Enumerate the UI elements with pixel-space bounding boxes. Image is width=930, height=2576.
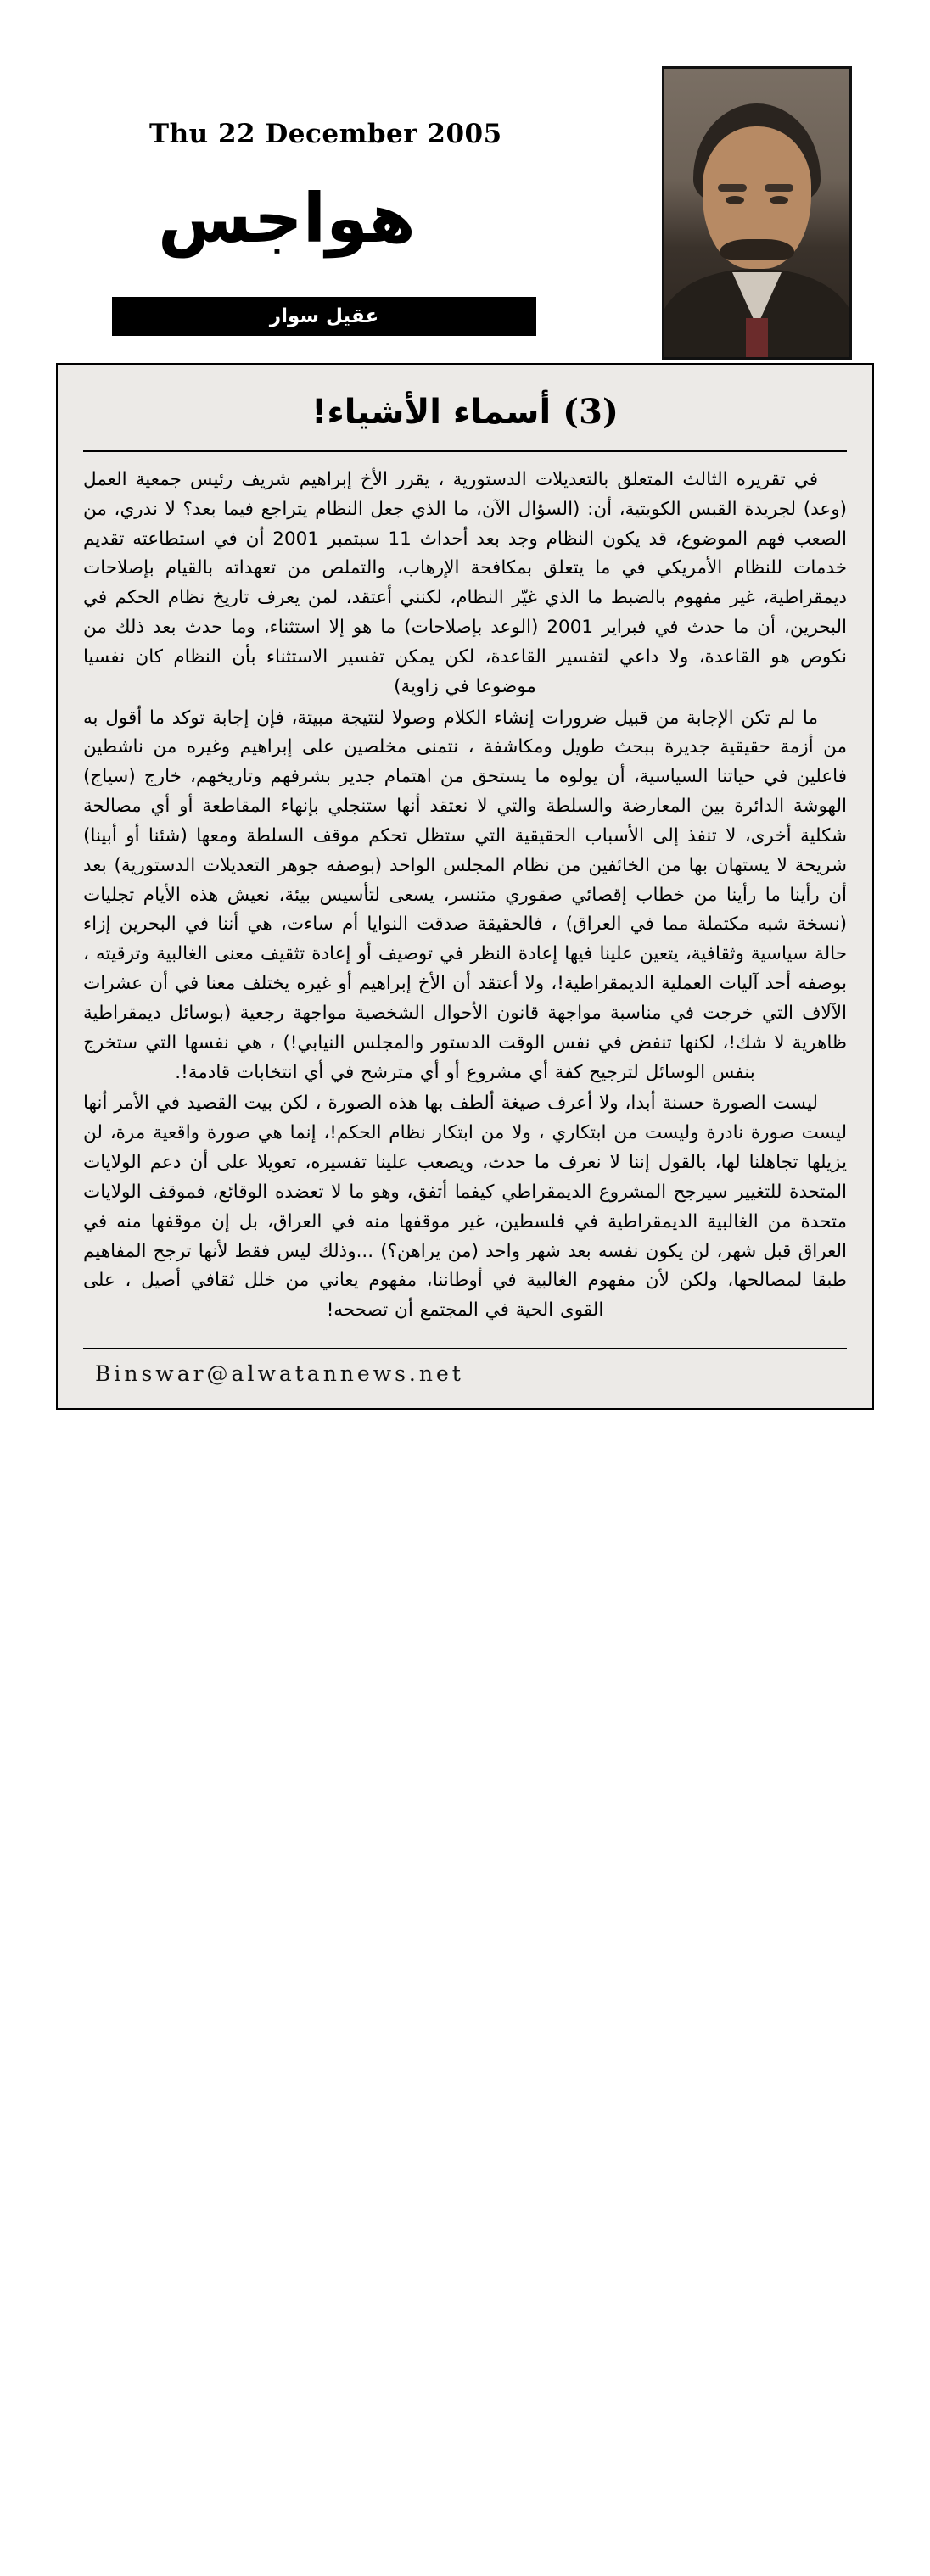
portrait-moustache — [720, 239, 794, 260]
article-title-number: (3) — [563, 392, 619, 432]
portrait-brow-right — [765, 184, 793, 192]
author-email[interactable]: Binswar@alwatannews.net — [83, 1348, 847, 1391]
portrait-tie — [746, 318, 768, 357]
portrait-eye-left — [726, 196, 744, 204]
masthead — [56, 51, 874, 356]
article-paragraph: في تقريره الثالث المتعلق بالتعديلات الدستورية ، يقرر الأخ إبراهيم شريف رئيس جمعية العمل (وعد) لجريدة القبس الكويتية، أن: (السؤال الآن، ما الذي جعل النظام يتراجع فيما بعد؟ لا ندري، من الصعب فهم الموضوع، قد يكون النظام وجد بعد أحداث 11 سبتمبر 2001 أن في استطاعته تقديم خدمات للنظام الأمريكي في ما يتعلق بمكافحة الإرهاب، والتملص من تعهداته بالقيام بإصلاحات ديمقراطية، غير مفهوم بالضبط ما الذي غيّر النظام، لكنني أعتقد، لمن يعرف تاريخ نظام الحكم في البحرين، أن ما حدث في فبراير 2001 (الوعد بإصلاحات) ما هو إلا استثناء، وما حدث بعد ذلك من نكوص هو القاعدة، ولا داعي لتفسير القاعدة، لكن يمكن تفسير الاستثناء بأن النظام كان نفسيا موضوعا في زاوية) — [83, 469, 848, 697]
article-title-text: أسماء الأشياء! — [311, 393, 552, 432]
article-paragraph: ليست الصورة حسنة أبدا، ولا أعرف صيغة ألطف بها هذه الصورة ، لكن بيت القصيد في الأمر أنها ليست صورة نادرة وليست من ابتكاري ، ولا من ابتكار نظام الحكم!، إنما هي صورة واقعية مرة، لن يزيلها تجاهلنا لها، بالقول إننا لا نعرف ما حدث، ويصعب علينا تفسيره، تعويلا على أن دعم الولايات المتحدة للتغيير سيرجح المشروع الديمقراطي كيفما أتفق، وهو ما لا تعضده الوقائع، فموقف الولايات متحدة من الغالبية الديمقراطية في فلسطين، غير موقفها منه في العراق، بل إن موقفها منه في العراق قبل شهر، لن يكون نفسه بعد شهر واحد (من يراهن؟) ...وذلك ليس فقط لأنها ترجح المفاهيم طبقا لمصالحها، ولكن لأن مفهوم الغالبية في أوطاننا، مفهوم يعاني من خلل ثقافي أصيل ، على القوى الحية في المجتمع أن تصححه! — [83, 1092, 847, 1322]
issue-date: Thu 22 December 2005 — [149, 119, 502, 149]
portrait-image — [664, 69, 849, 357]
column-logo-title: هواجس — [158, 179, 416, 258]
title-divider — [83, 450, 847, 452]
article-body — [83, 466, 847, 1326]
article-title — [83, 392, 847, 432]
article-paragraph: ما لم تكن الإجابة من قبيل ضرورات إنشاء الكلام وصولا لنتيجة مبيتة، فإن إجابة توكد ما أقول به من أزمة حقيقية جديرة ببحث طويل ومكاشفة ، نتمنى مخلصين على إبراهيم وغيره من ناشطين فاعلين في حياتنا السياسية، أن يولوه ما يستحق من اهتمام جدير بشرفهم وتاريخهم، خارج (سياج) الهوشة الدائرة بين المعارضة والسلطة والتي لا نعتقد أنها ستنجلي بإنهاء المقاطعة أو أي مصالحة شكلية أخرى، لا تنفذ إلى الأسباب الحقيقية التي ستظل تحكم موقف السلطة ومعها (شئنا أو أبينا) شريحة لا يستهان بها من الخائفين من نظام المجلس الواحد (بوصفه جوهر التعديلات الدستورية) بعد أن رأينا ما رأينا من خطاب إقصائي صقوري متنسر، يسعى لتأسيس بيئة، نعيش هذه الأيام تجليات (نسخة شبه مكتملة مما في العراق) ، فالحقيقة صدقت النوايا أم ساءت، هي أننا في البحرين إزاء حالة سياسية وثقافية، يتعين علينا فيها إعادة النظر في توصيف أو إعادة تثقيف معنى الغالبية وترقيته ، بوصفه أحد آليات العملية الديمقراطية!، ولا أعتقد أن الأخ إبراهيم أو غيره يختلف معنا في أن عشرات الآلاف التي خرجت في مناسبة مواجهة قانون الأحوال الشخصية مواجهة رجعية (بوسائل ديمقراطية ظاهرية لا شك!، لكنها تنفض في نفس الوقت الدستور والمجلس النيابي!) ، هي نفسها التي ستخرج بنفس الوسائل لترجيح كفة أي مشروع أو أي مترشح في أي انتخابات قادمة!. — [83, 707, 847, 1083]
article-container — [56, 363, 874, 1410]
author-byline: عقيل سوار — [112, 297, 536, 336]
portrait-brow-left — [718, 184, 747, 192]
author-portrait — [662, 66, 852, 360]
portrait-eye-right — [770, 196, 788, 204]
